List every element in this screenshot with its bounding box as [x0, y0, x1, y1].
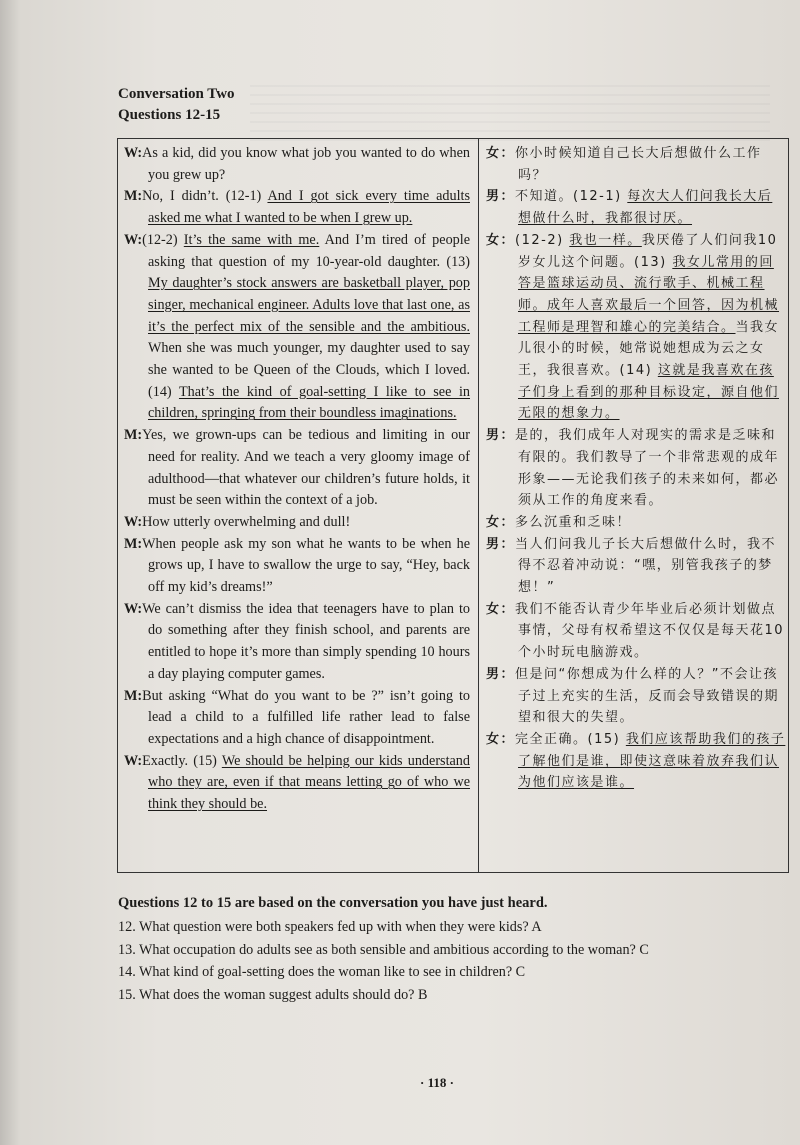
- dialogue-turn: [486, 186, 786, 229]
- dialogue-text: 当人们问我儿子长大后想做什么时，我不得不忍着冲动说：“嘿，别管我孩子的梦想！”: [515, 536, 777, 596]
- chinese-transcript: [486, 143, 786, 794]
- dialogue-text: But asking “What do you want to be ?” isn’t going to lead a child to a fulfilled life rather lead to false expectations and a high chance of disappointment.: [142, 687, 470, 747]
- underlined-text: That’s the kind of goal-setting I like to see in children, springing from their boundless imaginations.: [148, 383, 470, 422]
- speaker-label: M:: [124, 687, 143, 704]
- dialogue-turn: [124, 751, 470, 816]
- dialogue-text: When people ask my son what he wants to be when he grows up, I have to swallow the urge to say, “Hey, back off my kid’s dreams!”: [142, 535, 470, 596]
- questions-range: Questions 12-15: [118, 107, 221, 123]
- dialogue-text: Exactly. (15): [142, 752, 222, 769]
- speaker-label: 男：: [486, 666, 516, 682]
- dialogue-text: 我们不能否认青少年毕业后必须计划做点事情，父母有权希望这不仅仅是每天花10个小时玩电脑游戏。: [515, 601, 785, 661]
- column-divider: [478, 139, 479, 872]
- english-transcript: [124, 143, 470, 816]
- dialogue-turn: [124, 686, 470, 751]
- speaker-label: W:: [124, 145, 143, 161]
- dialogue-turn: [124, 512, 470, 534]
- speaker-label: W:: [124, 513, 143, 530]
- dialogue-text: 你小时候知道自己长大后想做什么工作吗？: [515, 146, 762, 183]
- dialogue-text: 当我女儿很小的时候，她常说她想成为云之女王，我很喜欢。(14): [518, 319, 780, 379]
- dialogue-turn: [486, 425, 786, 512]
- dialogue-text: And I’m tired of people asking that question of my 10-year-old daughter. (13): [148, 231, 470, 270]
- speaker-label: 女：: [486, 601, 516, 617]
- bleed-through: [250, 85, 770, 145]
- dialogue-turn: [486, 512, 786, 534]
- speaker-label: W:: [124, 752, 143, 769]
- speaker-label: M:: [124, 535, 143, 552]
- dialogue-turn: [486, 599, 786, 664]
- dialogue-turn: [124, 425, 470, 512]
- underlined-text: It’s the same with me.: [183, 231, 320, 248]
- dialogue-text: (12-2): [515, 232, 570, 248]
- dialogue-text: 是的，我们成年人对现实的需求是乏味和有限的。我们教导了一个非常悲观的成年形象——无论我们孩子的未来如何，都必须从工作的角度来看。: [515, 428, 780, 509]
- dialogue-text: 多么沉重和乏味！: [515, 514, 632, 530]
- underlined-text: My daughter’s stock answers are basketball player, pop singer, mechanical engineer. Adults love that last one, as it’s the perfect mix of the sensible and the ambitious.: [148, 275, 470, 335]
- page-number: · 118 ·: [420, 1075, 454, 1090]
- underlined-text: 我女儿常用的回答是篮球运动员、流行歌手、机械工程师。成年人喜欢最后一个回答，因为机械工程师是理智和雄心的完美结合。: [518, 254, 780, 335]
- page-shadow: [0, 0, 20, 1145]
- underlined-text: We should be helping our kids understand who they are, even if that means letting go of who we think they should be.: [148, 752, 470, 813]
- underlined-text: 我们应该帮助我们的孩子了解他们是谁，即使这意味着放弃我们认为他们应该是谁。: [518, 731, 786, 791]
- speaker-label: 女：: [486, 731, 516, 747]
- speaker-label: 男：: [486, 536, 516, 552]
- speaker-label: 女：: [486, 146, 516, 161]
- dialogue-text: Yes, we grown-ups can be tedious and limiting in our need for reality. And we teach a very gloomy image of adulthood—that whatever our children’s future holds, it must be seen within the context of a job.: [142, 427, 470, 509]
- questions-heading: Questions 12 to 15 are based on the conversation you have just heard.: [118, 895, 548, 911]
- dialogue-text: 我厌倦了人们问我10岁女儿这个问题。(13): [518, 232, 778, 270]
- dialogue-turn: [124, 599, 470, 686]
- dialogue-text: We can’t dismiss the idea that teenagers have to plan to do something after they finish school, and parents are entitled to hope it’s more than simply spending 10 hours a day playing computer games.: [142, 600, 470, 682]
- question-item: 14. What kind of goal-setting does the woman like to see in children? C: [118, 964, 526, 980]
- transcript-table: [117, 138, 789, 873]
- speaker-label: M:: [124, 188, 143, 205]
- underlined-text: And I got sick every time adults asked me what I wanted to be when I grew up.: [148, 188, 470, 227]
- dialogue-turn: [124, 186, 470, 229]
- dialogue-text: 完全正确。(15): [515, 731, 626, 747]
- dialogue-turn: [486, 143, 786, 186]
- speaker-label: W:: [124, 600, 143, 617]
- dialogue-turn: [124, 143, 470, 186]
- dialogue-text: 不知道。(12-1): [515, 189, 628, 205]
- question-item: 12. What question were both speakers fed up with when they were kids? A: [118, 919, 542, 935]
- speaker-label: M:: [124, 427, 143, 444]
- question-item: 15. What does the woman suggest adults should do? B: [118, 986, 428, 1003]
- speaker-label: 女：: [486, 232, 516, 248]
- dialogue-text: When she was much younger, my daughter used to say she wanted to be Queen of the Clouds, which I loved. (14): [148, 340, 470, 400]
- question-item: 13. What occupation do adults see as both sensible and ambitious according to the woman? C: [118, 941, 649, 958]
- dialogue-text: How utterly overwhelming and dull!: [142, 513, 351, 530]
- speaker-label: W:: [124, 231, 143, 248]
- dialogue-text: 但是问“你想成为什么样的人？”不会让孩子过上充实的生活，反而会导致错误的期望和很大的失望。: [515, 666, 780, 726]
- dialogue-turn: [486, 664, 786, 729]
- dialogue-turn: [124, 230, 470, 425]
- conversation-title: Conversation Two: [118, 86, 235, 102]
- underlined-text: 每次大人们问我长大后想做什么时，我都很讨厌。: [518, 189, 773, 227]
- dialogue-text: (12-2): [142, 231, 184, 248]
- speaker-label: 男：: [486, 428, 516, 444]
- dialogue-turn: [486, 230, 786, 425]
- question-list: [118, 916, 778, 1006]
- speaker-label: 女：: [486, 514, 516, 530]
- dialogue-text: As a kid, did you know what job you wanted to do when you grew up?: [142, 145, 470, 183]
- underlined-text: 我也一样。: [569, 232, 642, 248]
- dialogue-turn: [486, 729, 786, 794]
- speaker-label: 男：: [486, 189, 516, 205]
- dialogue-turn: [124, 534, 470, 599]
- dialogue-turn: [486, 534, 786, 599]
- dialogue-text: No, I didn’t. (12-1): [142, 188, 268, 205]
- underlined-text: 这就是我喜欢在孩子们身上看到的那种目标设定，源自他们无限的想象力。: [518, 363, 780, 422]
